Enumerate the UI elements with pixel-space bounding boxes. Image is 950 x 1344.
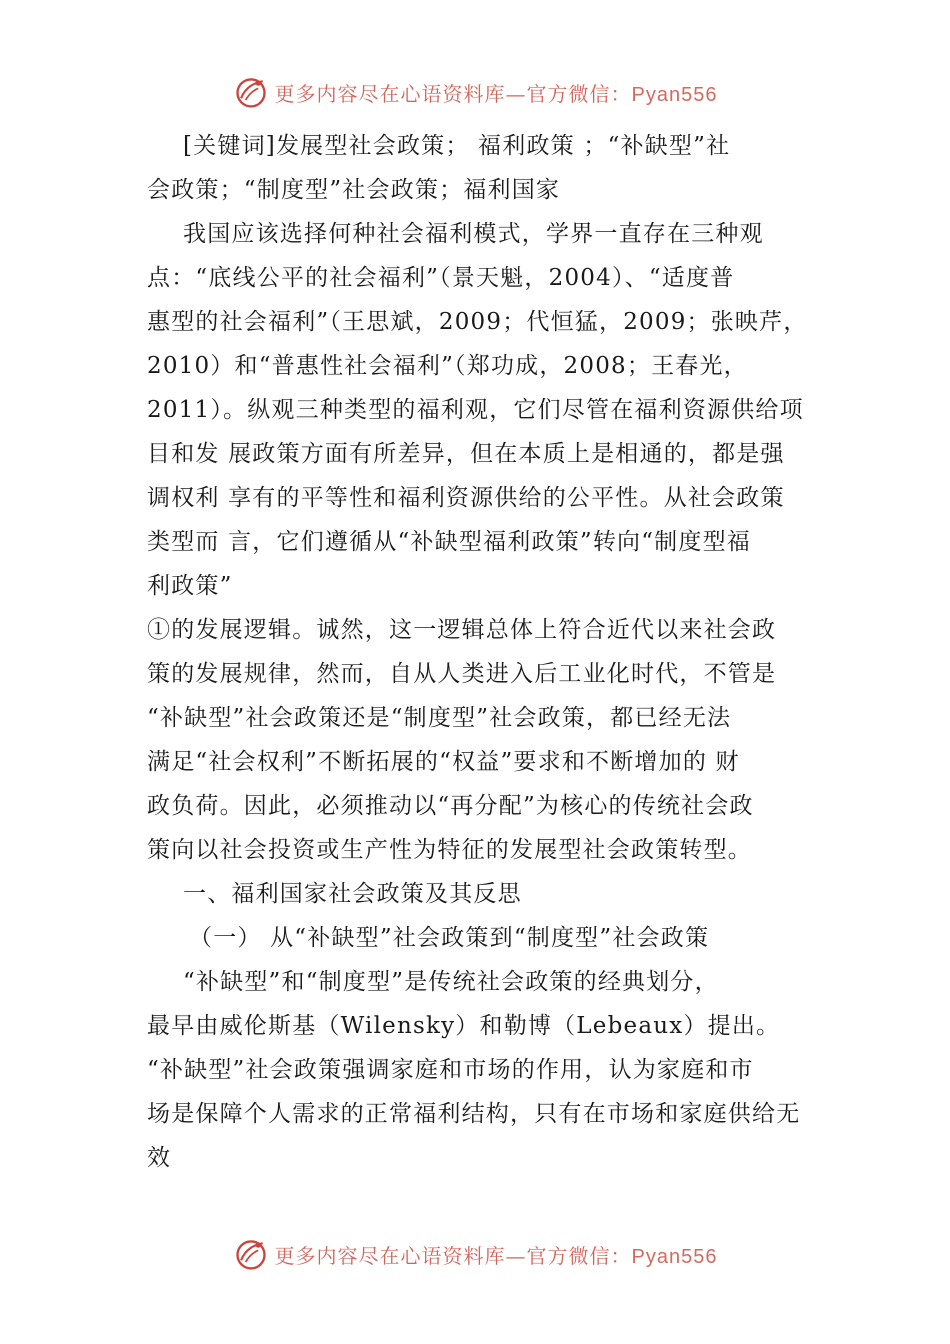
paragraph-line: 策向以社会投资或生产性为特征的发展型社会政策转型。 (147, 837, 752, 863)
paragraph-line: ①的发展逻辑。诚然，这一逻辑总体上符合近代以来社会政 (147, 617, 777, 643)
paragraph-line: 2011）。纵观三种类型的福利观，它们尽管在福利资源供给项 (147, 397, 804, 423)
subsection-heading: （一） 从“补缺型”社会政策到“制度型”社会政策 (189, 925, 710, 951)
paragraph-line: 我国应该选择何种社会福利模式，学界一直存在三种观 (183, 221, 764, 247)
paragraph-line: 政负荷。因此，必须推动以“再分配”为核心的传统社会政 (147, 793, 754, 819)
paragraph-line: 目和发 展政策方面有所差异，但在本质上是相通的，都是强 (147, 441, 785, 467)
paragraph-line: 满足“社会权利”不断拓展的“权益”要求和不断增加的 财 (147, 749, 740, 775)
paragraph-line: 效 (147, 1145, 172, 1171)
watermark-text: 更多内容尽在心语资料库—官方微信：Pyan556 (274, 81, 718, 106)
paragraph-line: 场是保障个人需求的正常福利结构，只有在市场和家庭供给无 (147, 1101, 801, 1127)
paragraph-line: “补缺型”和“制度型”是传统社会政策的经典划分， (183, 969, 719, 995)
section-heading: 一、福利国家社会政策及其反思 (183, 881, 522, 907)
watermark-banner-bottom (0, 1232, 950, 1276)
watermark-banner-top (0, 70, 950, 114)
paragraph-line: 策的发展规律，然而，自从人类进入后工业化时代，不管是 (147, 661, 777, 687)
paragraph-line: 利政策” (147, 573, 233, 599)
watermark-wechat-id: Pyan556 (631, 1245, 718, 1268)
watermark-text: 更多内容尽在心语资料库—官方微信：Pyan556 (274, 1243, 718, 1268)
keywords-line-cont: 会政策；“制度型”社会政策；福利国家 (147, 177, 561, 203)
document-body (147, 124, 837, 1180)
paragraph-line: 惠型的社会福利”（王思斌，2009；代恒猛，2009；张映芹， (147, 309, 808, 335)
watermark-wechat-id: Pyan556 (631, 83, 718, 106)
paragraph-line: 2010）和“普惠性社会福利”（郑功成，2008；王春光， (147, 353, 748, 379)
keywords-line: [关键词]发展型社会政策； 福利政策 ；“补缺型”社 (183, 133, 731, 159)
watermark-logo-icon (233, 74, 269, 110)
watermark-logo-icon (233, 1236, 269, 1272)
paragraph-line: 类型而 言，它们遵循从“补缺型福利政策”转向“制度型福 (147, 529, 751, 555)
paragraph-line: 最早由威伦斯基（Wilensky）和勒博（Lebeaux）提出。 (147, 1013, 781, 1039)
paragraph-line: 调权利 享有的平等性和福利资源供给的公平性。从社会政策 (147, 485, 785, 511)
paragraph-line: “补缺型”社会政策还是“制度型”社会政策，都已经无法 (147, 705, 732, 731)
paragraph-line: 点：“底线公平的社会福利”（景天魁，2004）、“适度普 (147, 265, 735, 291)
paragraph-line: “补缺型”社会政策强调家庭和市场的作用，认为家庭和市 (147, 1057, 754, 1083)
